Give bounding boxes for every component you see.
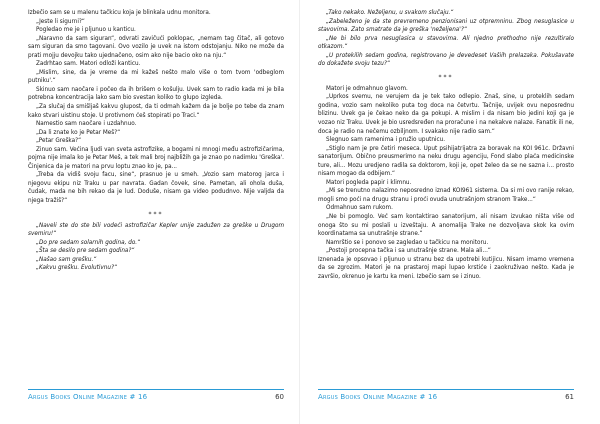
paragraph: Zinuo sam. Većina ljudi van sveta astrofizike, a bogami ni mnogi među astrofizičarima, pojma nije imala ko je Petar Meš, a tek mali broj najbližih ga je znao po nadimku 'Greška'. Činjenica da je matori na prvu loptu znao ko je, pa... <box>28 146 284 170</box>
paragraph: „Mi se trenutno nalazimo neposredno iznad KOI961 sistema. Da si mi ovo ranije rekao, mogli smo poći na drugu stranu i proći ovuda unutrašnjom stranom Trake...“ <box>318 188 574 203</box>
paragraph: „Da li znate ko je Petar Meš?“ <box>36 129 121 136</box>
paragraph: Skinuo sam naočare i počeo da ih brišem o košulju. Uvek sam to radio kada mi je bila potrebna koncentracija lako sam bio svestan koliko to glupo izgleda. <box>28 86 284 102</box>
paragraph: Matori je odmahnuo glavom. <box>326 85 408 92</box>
left-page-body <box>28 9 284 273</box>
paragraph: „Jeste li sigurni?“ <box>36 18 85 25</box>
paragraph: Slegnuo sam ramenima i pružio uputnicu. <box>326 137 446 144</box>
paragraph: Namrštio se i ponovo se zagledao u tačkicu na monitoru. <box>326 239 489 246</box>
paragraph: „Do pre sedam solarnih godina, do.“ <box>36 239 141 246</box>
paragraph: „Uprkos svemu, ne verujem da je tek tako odlepio. Znaš, sine, u proteklih sedam godina, vozio sam nekoliko puta tog doca na četvrtu. Tačnije, uvijek ovu neposrednu blizinu. Uvek ga je čekao neko da ga pokupi. A mislim i da nisam bio jedini koji ga je vozao niz Traku. Uvek je bio usredsređen na proračune i na nekakve nalaze. Fanatik ili ne, doca je radio na nečemu ozbiljnom. I svakako nije radio sam.“ <box>318 94 574 135</box>
section-separator: *** <box>438 73 454 81</box>
paragraph: Izbečio sam se u malenu tačkicu koja je blinkala udnu monitora. <box>28 10 211 16</box>
paragraph: „Tako nekako. Neželjenu, u svakom slučaju.“ <box>326 10 454 16</box>
paragraph: Zadrhtao sam. Matori odloži kanticu. <box>36 61 141 68</box>
paragraph: „Stiglo nam je pre četiri meseca. Uput psihijatrijatra za boravak na KOI 961c. Državni sanatorijum. Obično preusmerimo na neku drugu agenciju, Fond slabo plaća medicinske ture, ali... Mozu uredjeno radila sa doktorom, koji je, opet želeo da se ne sazna i... prosto nisam mogao da odbijem.“ <box>318 145 574 178</box>
page-number: 60 <box>275 393 284 401</box>
paragraph: „Petar Greška?“ <box>36 138 82 145</box>
right-page <box>300 0 600 424</box>
paragraph: „Mislim, sine, da je vreme da mi kažeš nešto malo više o tom tvom 'odbeglom putniku'.“ <box>28 69 284 85</box>
right-page-body <box>318 9 574 281</box>
paragraph: Odmahnuo sam rukom. <box>326 205 393 212</box>
paragraph: „Postoji procepna tačka i sa unutrašnje strane. Mala ali...“ <box>326 248 491 255</box>
paragraph: „Naravno da sam siguran“, odvrati zavičući poklopac, „nemam tag čitač, ali gotovo sam siguran da smo tagovani. Ovo vozilo je uvek na istom odstojanju. Niko ne može da prati mojju devojku tako ujednačeno, osim ako nije bacio oko na nju.“ <box>28 35 284 59</box>
magazine-name: Argus Books Online Magazine # 16 <box>318 393 438 401</box>
paragraph: „Naveli ste do ste bili vodeći astrofizičar Kepler unije zadužen za greške u Drugom svemiru!“ <box>28 222 284 238</box>
paragraph: „Treba da vidiš svoju facu, sine“, prasnuo je u smeh. „Vozio sam matorog jarca i njegovu ekipu niz Traku u par navrata. Gadan čovek, sine. Pametan, ali ohola duša, čudak, mada ne bih rekao da je lud. Doduše, nisam ga video podudnvo. Nije valjda da njega tražiš?“ <box>28 172 284 205</box>
paragraph: Matori pogleda papir i klimnu. <box>326 179 412 186</box>
paragraph: „Ne bi pomoglo. Već sam kontaktirao sanatorijum, ali nisam izvukao ništa više od onoga što su mi poslali u izveštaju. A anomalija Trake ne dozvoljava skok ka ovim koordinatama sa unutrašnje strane.“ <box>318 214 574 238</box>
paragraph: „Za slučaj da smišljaš kakvu glupost, da ti odmah kažem da je bolje po tebe da znam kako stvari uistinu stoje. U protivnom ćeš stopirati po Traci.“ <box>28 104 284 119</box>
paragraph: Pogledao me je i pljunuo u kanticu. <box>36 27 136 34</box>
section-separator: *** <box>148 210 164 218</box>
page-number: 61 <box>565 393 574 401</box>
paragraph: „Ne bi bilo prva nesuglasica u stavovima. Ali njedno prethodno nije rezultiralo otkazom.“ <box>318 35 574 51</box>
left-page-footer <box>28 389 284 403</box>
magazine-name: Argus Books Online Magazine # 16 <box>28 393 148 401</box>
paragraph: Namestio sam naočare i uzdahnuo. <box>36 121 137 128</box>
paragraph: „Kakvu grešku. Evolutivnu?“ <box>36 265 117 272</box>
paragraph: „Našao sam grešku.“ <box>36 256 97 263</box>
paragraph: „Šta se desilo pre sedam godina?“ <box>36 248 135 255</box>
paragraph: Iznenada je opsovao i pljunuo u stranu bez da upotrebi kutijicu. Nisam imamo vremena da se zgrozim. Matori je na prastaroj mapi lupao krstiće i zaokruživao nešto. Kada je završio, okrenuo je kartu ka meni. Izbečio sam se i zinuo. <box>318 256 574 280</box>
paragraph: „Zabeleženo je da ste prevremeno penzionisani uz otpremninu. Zbog nesuglasice u stavovima. Zato smatrate da je greška 'neželjena'?“ <box>318 18 574 34</box>
right-page-footer <box>318 389 574 403</box>
paragraph: „U protekilih sedam godina, registrovano je devedeset Vašiih prelazaka. Pokušavate do dokažete svoju tezu?“ <box>318 52 574 68</box>
